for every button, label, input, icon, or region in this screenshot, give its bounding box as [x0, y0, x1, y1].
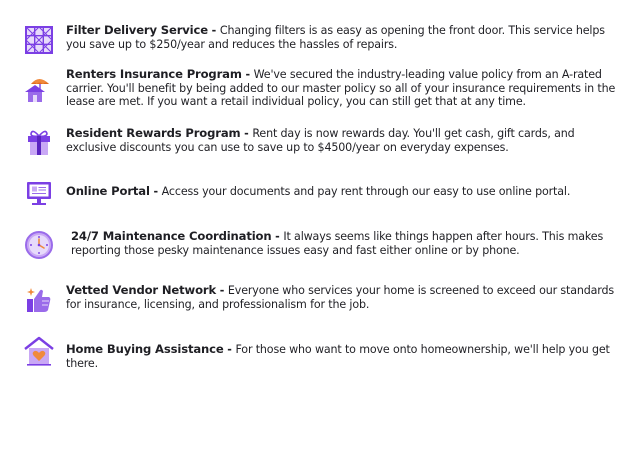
gift-box-icon	[22, 125, 56, 159]
item-description: For those who want to move onto homeownership, we'll help you get there.	[66, 343, 610, 370]
clock-icon	[22, 228, 56, 262]
title-separator: -	[216, 284, 228, 297]
umbrella-house-icon	[22, 71, 56, 105]
title-separator: -	[149, 185, 162, 198]
item-title: Home Buying Assistance	[66, 342, 224, 356]
item-text	[66, 343, 622, 370]
item-text	[66, 68, 622, 109]
filter-grid-icon	[22, 23, 56, 57]
title-separator: -	[241, 68, 254, 81]
title-separator: -	[207, 24, 220, 37]
item-description: It always seems like things happen after hours. This makes reporting those pesky maintenance issues easy and fast either online or by phone.	[71, 230, 604, 257]
item-description: Rent day is now rewards day. You'll get cash, gift cards, and exclusive discounts you can use to save up to $4500/year on everyday expenses.	[66, 127, 575, 154]
computer-monitor-icon	[22, 176, 56, 210]
item-description: Everyone who services your home is screened to exceed our standards for insurance, licensing, and professionalism for the job.	[66, 284, 615, 311]
item-text	[66, 185, 622, 199]
item-title: Online Portal	[66, 184, 150, 198]
title-separator: -	[240, 127, 253, 140]
title-separator: -	[271, 230, 284, 243]
item-title: Renters Insurance Program	[66, 67, 242, 81]
item-text	[66, 284, 622, 311]
item-title: Resident Rewards Program	[66, 126, 241, 140]
item-title: Vetted Vendor Network	[66, 283, 217, 297]
house-heart-icon	[22, 334, 56, 368]
item-title: 24/7 Maintenance Coordination	[71, 229, 272, 243]
item-title: Filter Delivery Service	[66, 23, 208, 37]
title-separator: -	[223, 343, 236, 356]
item-text	[71, 230, 622, 257]
item-description: Access your documents and pay rent through our easy to use online portal.	[161, 185, 571, 198]
item-text	[66, 127, 622, 154]
item-text	[66, 24, 622, 51]
item-description: Changing filters is as easy as opening the front door. This service helps you save up to $250/year and reduces the hassles of repairs.	[66, 24, 605, 51]
thumbs-up-icon	[22, 282, 56, 316]
item-description: We've secured the industry-leading value policy from an A-rated carrier. You'll benefit by being added to our master policy so all of your insurance requirements in the lease are met. If you want a retail individual policy, you can still get that at any time.	[66, 68, 616, 109]
